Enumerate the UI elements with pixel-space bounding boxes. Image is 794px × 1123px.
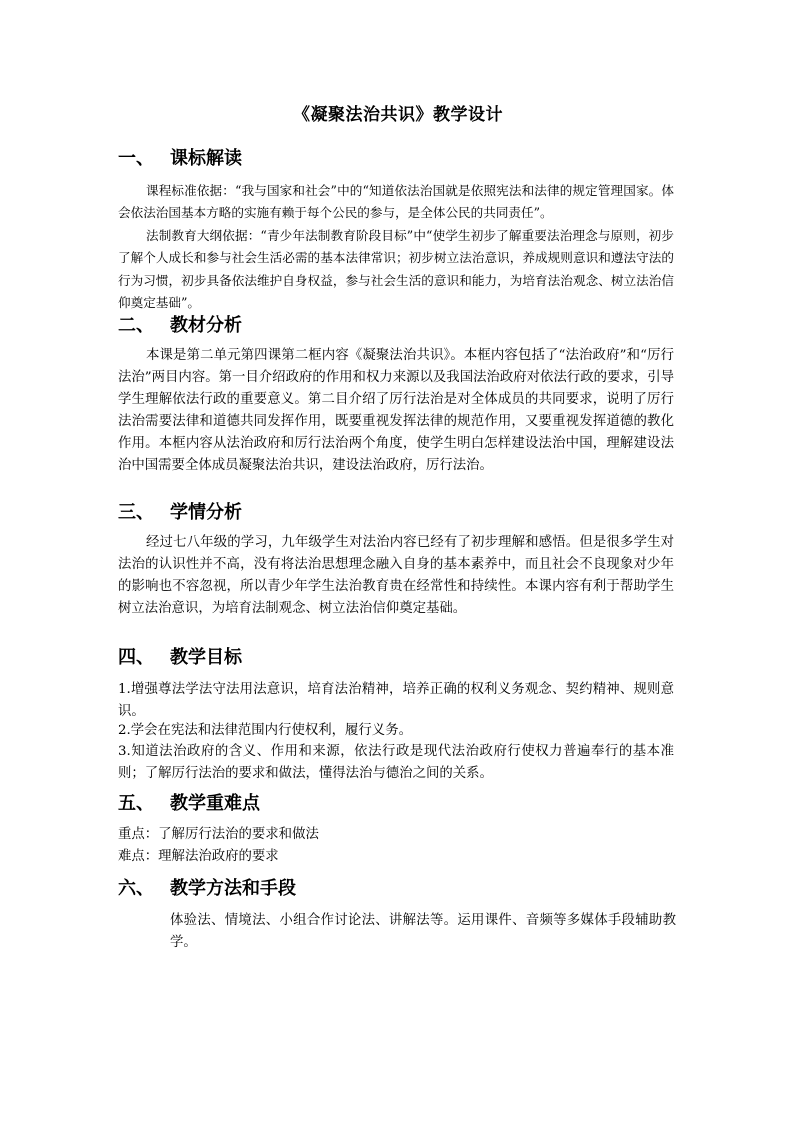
document-title: 《凝聚法治共识》教学设计 bbox=[293, 105, 503, 125]
section-4-title: 教学目标 bbox=[170, 647, 242, 668]
section-1-paragraph-1: 课程标准依据：“我与国家和社会”中的“知道依法治国就是依照宪法和法律的规定管理国家。体会依法治国基本方略的实施有赖于每个公民的参与，是全体公民的共同责任”。 bbox=[118, 183, 674, 221]
section-6-number: 六、 bbox=[118, 878, 154, 899]
section-1-title: 课标解读 bbox=[170, 148, 242, 169]
section-6-heading bbox=[118, 876, 296, 902]
section-3-title: 学情分析 bbox=[170, 502, 242, 523]
objective-item-1: 1.增强尊法学法守法用法意识，培育法治精神，培养正确的权利义务观念、契约精神、规则意识。 bbox=[118, 682, 674, 719]
section-5-title: 教学重难点 bbox=[170, 793, 260, 814]
section-3-heading bbox=[118, 500, 242, 526]
section-6-paragraph-1: 体验法、情境法、小组合作讨论法、讲解法等。运用课件、音频等多媒体手段辅助教学。 bbox=[170, 913, 676, 950]
section-1-heading bbox=[118, 146, 242, 172]
key-point-line: 重点：了解厉行法治的要求和做法 bbox=[118, 827, 319, 842]
section-2-heading bbox=[118, 313, 242, 339]
section-4-number: 四、 bbox=[118, 647, 154, 668]
section-2-paragraph-1: 本课是第二单元第四课第二框内容《凝聚法治共识》。本框内容包括了“法治政府”和“厉行法治”两目内容。第一目介绍政府的作用和权力来源以及我国法治政府对依法行政的要求，引导学生理解依法行政的重要意义。第二目介绍了厉行法治是对全体成员的共同要求，说明了厉行法治需要法律和道德共同发挥作用，既要重视发挥法律的规范作用，又要重视发挥道德的教化作用。本框内容从法治政府和厉行法治两个角度，使学生明白怎样建设法治中国，理解建设法治中国需要全体成员凝聚法治共识，建设法治政府，厉行法治。 bbox=[118, 348, 674, 473]
objective-item-2: 2.学会在宪法和法律范围内行使权利，履行义务。 bbox=[118, 723, 412, 738]
section-5-heading bbox=[118, 791, 260, 817]
section-3-paragraph-1: 经过七八年级的学习，九年级学生对法治内容已经有了初步理解和感悟。但是很多学生对法治的认识性并不高，没有将法治思想理念融入自身的基本素养中，而且社会不良现象对少年的影响也不容忽视，所以青少年学生法治教育贵在经常性和持续性。本课内容有利于帮助学生树立法治意识，为培育法制观念、树立法治信仰奠定基础。 bbox=[118, 535, 674, 616]
section-3-number: 三、 bbox=[118, 502, 154, 523]
section-6-title: 教学方法和手段 bbox=[170, 878, 296, 899]
section-4-heading bbox=[118, 645, 242, 671]
difficult-point-line: 难点：理解法治政府的要求 bbox=[118, 849, 279, 864]
section-1-paragraph-2: 法制教育大纲依据：“青少年法制教育阶段目标”中“使学生初步了解重要法治理念与原则，初步了解个人成长和参与社会生活必需的基本法律常识；初步树立法治意识，养成规则意识和遵法守法的行为习惯，初步具备依法维护自身权益，参与社会生活的意识和能力，为培育法治观念、树立法治信仰奠定基础”。 bbox=[118, 228, 674, 311]
section-2-title: 教材分析 bbox=[170, 315, 242, 336]
section-5-number: 五、 bbox=[118, 793, 154, 814]
document-page bbox=[118, 0, 678, 1123]
section-1-number: 一、 bbox=[118, 148, 154, 169]
section-2-number: 二、 bbox=[118, 315, 154, 336]
objective-item-3: 3.知道法治政府的含义、作用和来源，依法行政是现代法治政府行使权力普遍奉行的基本准则；了解厉行法治的要求和做法，懂得法治与德治之间的关系。 bbox=[118, 744, 674, 781]
